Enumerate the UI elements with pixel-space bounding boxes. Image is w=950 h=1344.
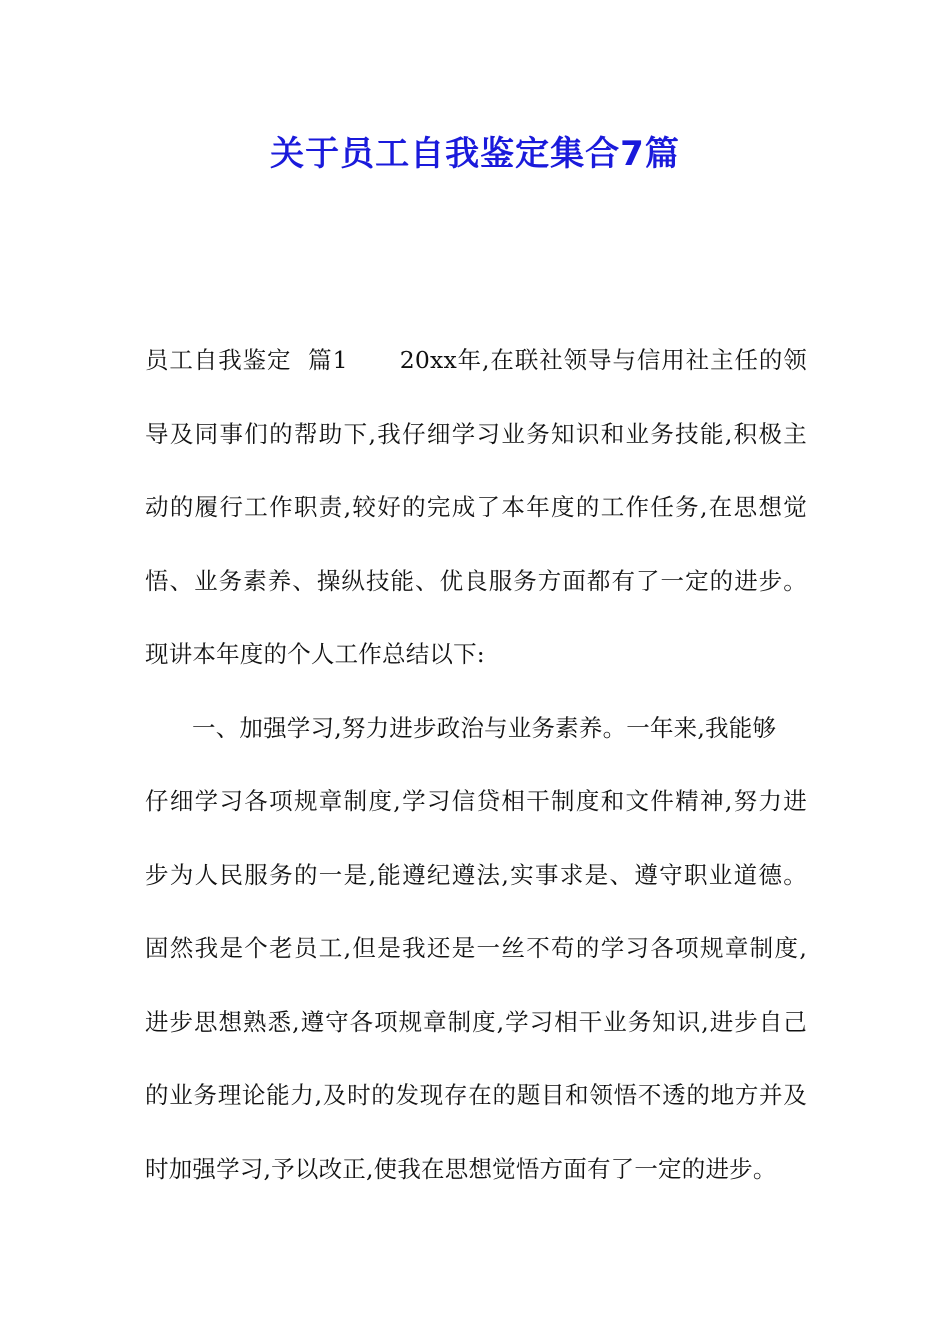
paragraph-line: 仔细学习各项规章制度,学习信贷相干制度和文件精神,努力进 (145, 787, 807, 815)
paragraph-line: 步为人民服务的一是,能遵纪遵法,实事求是、遵守职业道德。 (145, 860, 807, 889)
paragraph-line: 时加强学习,予以改正,使我在思想觉悟方面有了一定的进步。 (145, 1154, 777, 1183)
document-title: 关于员工自我鉴定集合7篇 (270, 134, 680, 174)
paragraph-line: 一、加强学习,努力进步政治与业务素养。一年来,我能够 (192, 713, 777, 742)
paragraph-line: 现讲本年度的个人工作总结以下: (145, 640, 485, 668)
section-heading: 员工自我鉴定 篇1 (145, 346, 348, 374)
paragraph-line: 的业务理论能力,及时的发现存在的题目和领悟不透的地方并及 (145, 1081, 807, 1109)
paragraph-line: 进步思想熟悉,遵守各项规章制度,学习相干业务知识,进步自己 (145, 1007, 807, 1036)
paragraph-text: 20xx年,在联社领导与信用社主任的领 (399, 346, 807, 374)
paragraph-line (145, 338, 807, 412)
paragraph-line: 导及同事们的帮助下,我仔细学习业务知识和业务技能,积极主 (145, 419, 807, 448)
paragraph-line: 动的履行工作职责,较好的完成了本年度的工作任务,在思想觉 (145, 493, 807, 521)
document-body (145, 338, 815, 1220)
paragraph-line: 固然我是个老员工,但是我还是一丝不苟的学习各项规章制度, (145, 934, 807, 962)
paragraph-line: 悟、业务素养、操纵技能、优良服务方面都有了一定的进步。 (145, 566, 807, 595)
